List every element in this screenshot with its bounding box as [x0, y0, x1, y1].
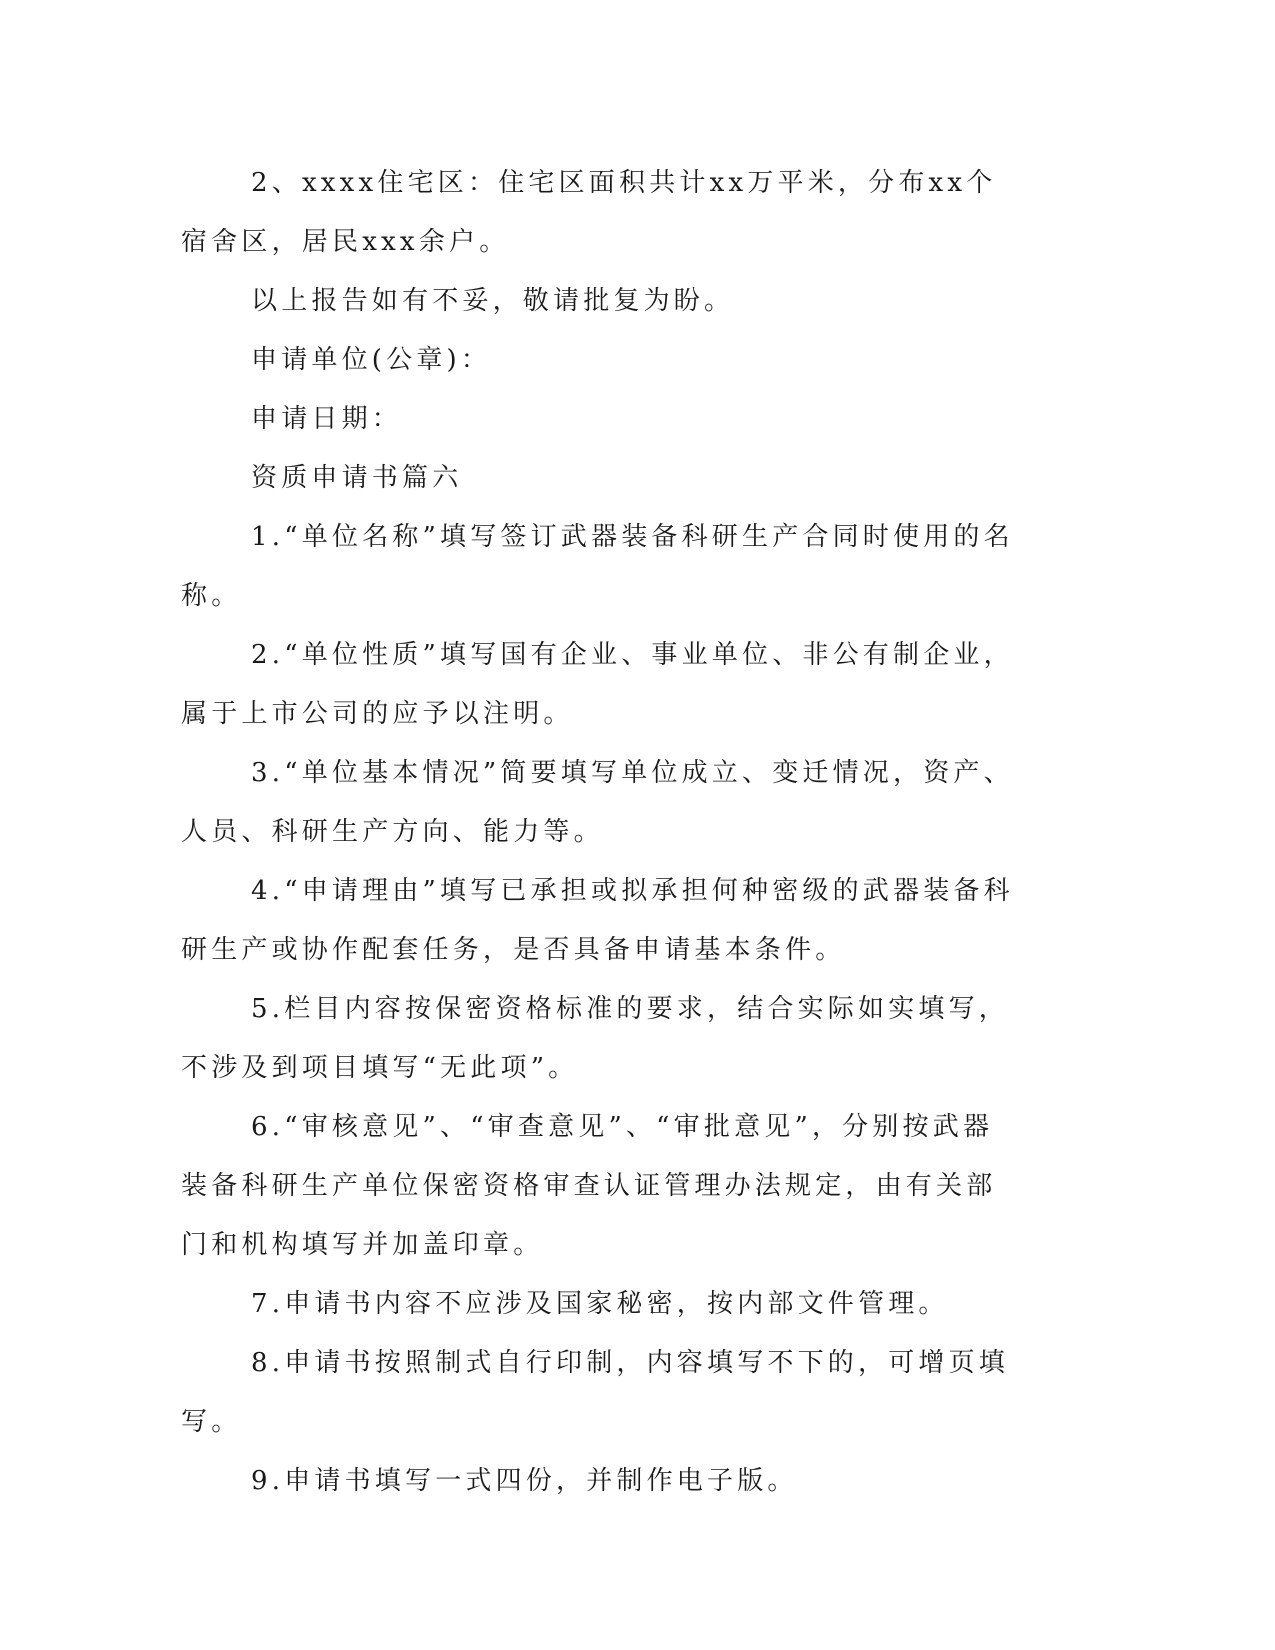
document-body: [181, 154, 1021, 1511]
instruction-item-3: 3.“单位基本情况”简要填写单位成立、变迁情况，资产、人员、科研生产方向、能力等。: [181, 758, 1014, 847]
instruction-item-2: 2.“单位性质”填写国有企业、事业单位、非公有制企业，属于上市公司的应予以注明。: [181, 640, 1014, 729]
instruction-item-4: 4.“申请理由”填写已承担或拟承担何种密级的武器装备科研生产或协作配套任务，是否具备申请基本条件。: [181, 876, 1014, 965]
paragraph-closing-request: 以上报告如有不妥，敬请批复为盼。: [251, 286, 735, 316]
instruction-item-7: 7.申请书内容不应涉及国家秘密，按内部文件管理。: [251, 1289, 949, 1319]
instruction-item-8: 8.申请书按照制式自行印制，内容填写不下的，可增页填写。: [181, 1348, 1010, 1437]
instruction-item-1: 1.“单位名称”填写签订武器装备科研生产合同时使用的名称。: [181, 522, 1014, 611]
paragraph-applicant-unit: 申请单位(公章)：: [251, 345, 492, 375]
instruction-item-5: 5.栏目内容按保密资格标准的要求，结合实际如实填写，不涉及到项目填写“无此项”。: [181, 994, 1010, 1083]
instruction-item-9: 9.申请书填写一式四份，并制作电子版。: [251, 1466, 798, 1496]
paragraph-residential-area: 2、xxxx住宅区：住宅区面积共计xx万平米，分布xx个宿舍区，居民xxx余户。: [181, 168, 997, 257]
paragraph-application-date: 申请日期：: [251, 404, 403, 434]
instruction-item-6: 6.“审核意见”、“审查意见”、“审批意见”，分别按武器装备科研生产单位保密资格审查认证管理办法规定，由有关部门和机构填写并加盖印章。: [181, 1112, 997, 1260]
section-heading: 资质申请书篇六: [251, 463, 463, 493]
